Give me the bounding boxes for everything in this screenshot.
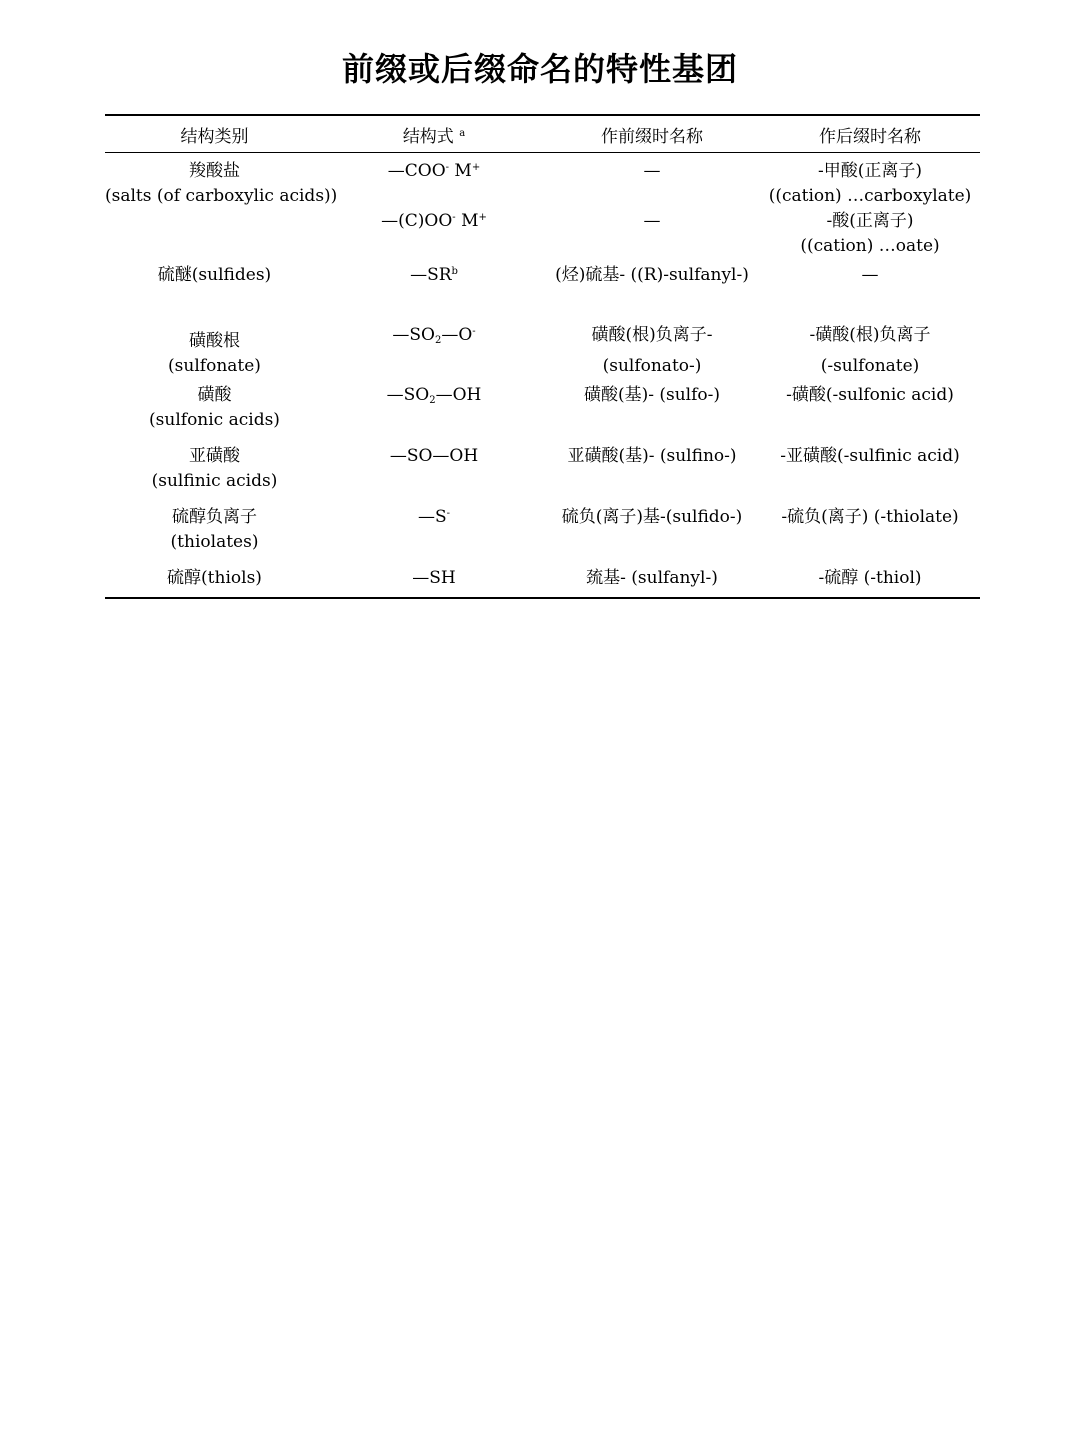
cell-class bbox=[105, 505, 324, 566]
suffix-name-en: ((cation) …carboxylate) bbox=[768, 186, 972, 206]
formula bbox=[324, 505, 544, 530]
prefix-name: 硫负(离子)基-(sulfido-) bbox=[561, 507, 743, 527]
class-en: (sulfinic acids) bbox=[151, 471, 278, 491]
class-en: (sulfonate) bbox=[168, 356, 261, 376]
cell-suffix bbox=[760, 505, 980, 566]
formula-charge: - bbox=[446, 508, 451, 519]
prefix-name: 巯基- (sulfanyl-) bbox=[586, 568, 718, 588]
cell-prefix bbox=[544, 153, 760, 210]
class-en: (salts (of carboxylic acids)) bbox=[105, 186, 338, 206]
cell-formula bbox=[324, 263, 544, 323]
formula bbox=[324, 159, 544, 184]
cell-formula bbox=[324, 383, 544, 444]
cell-prefix bbox=[544, 323, 760, 383]
formula-text: —(C)OO bbox=[381, 211, 453, 231]
header-prefix-name: 作前缀时名称 bbox=[601, 126, 703, 147]
class-zh: 羧酸盐 bbox=[189, 161, 240, 181]
formula-counterion: M bbox=[455, 211, 479, 231]
prefix-name: — bbox=[643, 161, 661, 181]
table-row bbox=[105, 263, 980, 323]
cell-class bbox=[105, 323, 324, 383]
formula: —SH bbox=[412, 568, 456, 588]
formula-subscript: 2 bbox=[434, 335, 442, 346]
cell-suffix bbox=[760, 444, 980, 505]
suffix-name: — bbox=[861, 265, 879, 285]
formula bbox=[324, 383, 544, 408]
cell-formula bbox=[324, 323, 544, 383]
formula-counterion: M bbox=[449, 161, 472, 181]
formula-charge: - bbox=[452, 212, 456, 223]
cell-class bbox=[105, 209, 324, 263]
cell-class bbox=[105, 383, 324, 444]
header-structure-class: 结构类别 bbox=[180, 126, 249, 147]
prefix-name: (烃)硫基- ((R)-sulfanyl-) bbox=[555, 265, 749, 285]
formula-subscript: 2 bbox=[429, 395, 436, 406]
class-zh: 亚磺酸 bbox=[189, 446, 240, 466]
class-zh: 磺酸 bbox=[197, 385, 232, 405]
cell-class bbox=[105, 153, 338, 210]
cell-formula bbox=[324, 505, 544, 566]
suffix-name: -亚磺酸(-sulfinic acid) bbox=[780, 446, 960, 466]
page-title: 前缀或后缀命名的特性基团 bbox=[341, 50, 738, 88]
formula bbox=[324, 209, 544, 234]
prefix-name-en: (sulfonato-) bbox=[602, 356, 702, 376]
cell-class bbox=[105, 566, 324, 598]
cell-formula bbox=[324, 566, 544, 598]
functional-groups-table bbox=[105, 114, 980, 599]
header-suffix-name: 作后缀时名称 bbox=[819, 126, 921, 147]
formula-text: —COO bbox=[387, 161, 446, 181]
suffix-name: -硫醇 (-thiol) bbox=[818, 568, 922, 588]
formula-counter-charge: + bbox=[478, 212, 487, 223]
cell-formula bbox=[324, 153, 544, 210]
formula-text: —SO bbox=[392, 325, 435, 345]
formula-charge: - bbox=[472, 326, 476, 337]
table-row bbox=[105, 383, 980, 444]
suffix-name-en: (-sulfonate) bbox=[820, 356, 920, 376]
formula: —SO—OH bbox=[389, 446, 479, 466]
prefix-name: 磺酸(基)- (sulfo-) bbox=[583, 385, 721, 405]
suffix-name-en: ((cation) …oate) bbox=[800, 236, 940, 256]
cell-formula bbox=[324, 444, 544, 505]
suffix-name: -硫负(离子) (-thiolate) bbox=[781, 507, 959, 527]
class-zh: 硫醚(sulfides) bbox=[157, 265, 272, 285]
class-zh: 硫醇(thiols) bbox=[167, 568, 262, 588]
formula-counter-charge: + bbox=[471, 162, 481, 173]
formula bbox=[324, 263, 544, 288]
formula bbox=[324, 323, 544, 348]
suffix-name: -甲酸(正离子) bbox=[817, 161, 922, 181]
class-zh: 磺酸根 bbox=[189, 331, 240, 351]
table-row bbox=[105, 505, 980, 566]
formula-text: —S bbox=[417, 507, 447, 527]
prefix-name: 磺酸(根)负离子- bbox=[591, 325, 713, 345]
cell-suffix bbox=[760, 323, 980, 383]
cell-prefix bbox=[544, 263, 760, 323]
cell-class bbox=[105, 444, 324, 505]
formula-text: —SO bbox=[386, 385, 430, 405]
table-header-row bbox=[105, 115, 980, 153]
formula-text: —SR bbox=[410, 265, 452, 285]
cell-suffix bbox=[760, 153, 980, 210]
class-en: (sulfonic acids) bbox=[149, 410, 280, 430]
suffix-name: -磺酸(根)负离子 bbox=[809, 325, 931, 345]
table-row bbox=[105, 323, 980, 383]
cell-formula bbox=[324, 209, 544, 263]
table-row bbox=[105, 444, 980, 505]
cell-class bbox=[105, 263, 324, 323]
prefix-name: 亚磺酸(基)- (sulfino-) bbox=[567, 446, 737, 466]
class-en: (thiolates) bbox=[170, 532, 259, 552]
header-structural-formula bbox=[324, 115, 544, 153]
class-zh: 硫醇负离子 bbox=[172, 507, 257, 527]
header-formula-footnote: a bbox=[459, 127, 466, 139]
formula-footnote: b bbox=[451, 266, 458, 277]
cell-prefix bbox=[544, 566, 760, 598]
header-formula-label: 结构式 bbox=[402, 126, 454, 147]
cell-prefix bbox=[544, 209, 760, 263]
cell-suffix bbox=[760, 263, 980, 323]
cell-prefix bbox=[544, 383, 760, 444]
cell-suffix bbox=[760, 209, 980, 263]
table-row bbox=[105, 209, 980, 263]
table-row bbox=[105, 566, 980, 598]
suffix-name: -酸(正离子) bbox=[826, 211, 914, 231]
cell-prefix bbox=[544, 505, 760, 566]
cell-prefix bbox=[544, 444, 760, 505]
suffix-name: -磺酸(-sulfonic acid) bbox=[786, 385, 954, 405]
table-row bbox=[105, 153, 980, 210]
formula-text-end: —O bbox=[441, 325, 473, 345]
formula-charge: - bbox=[445, 162, 450, 173]
formula-text-end: —OH bbox=[435, 385, 482, 405]
prefix-name: — bbox=[643, 211, 661, 231]
cell-suffix bbox=[760, 383, 980, 444]
table-container bbox=[105, 114, 980, 599]
cell-suffix bbox=[760, 566, 980, 598]
